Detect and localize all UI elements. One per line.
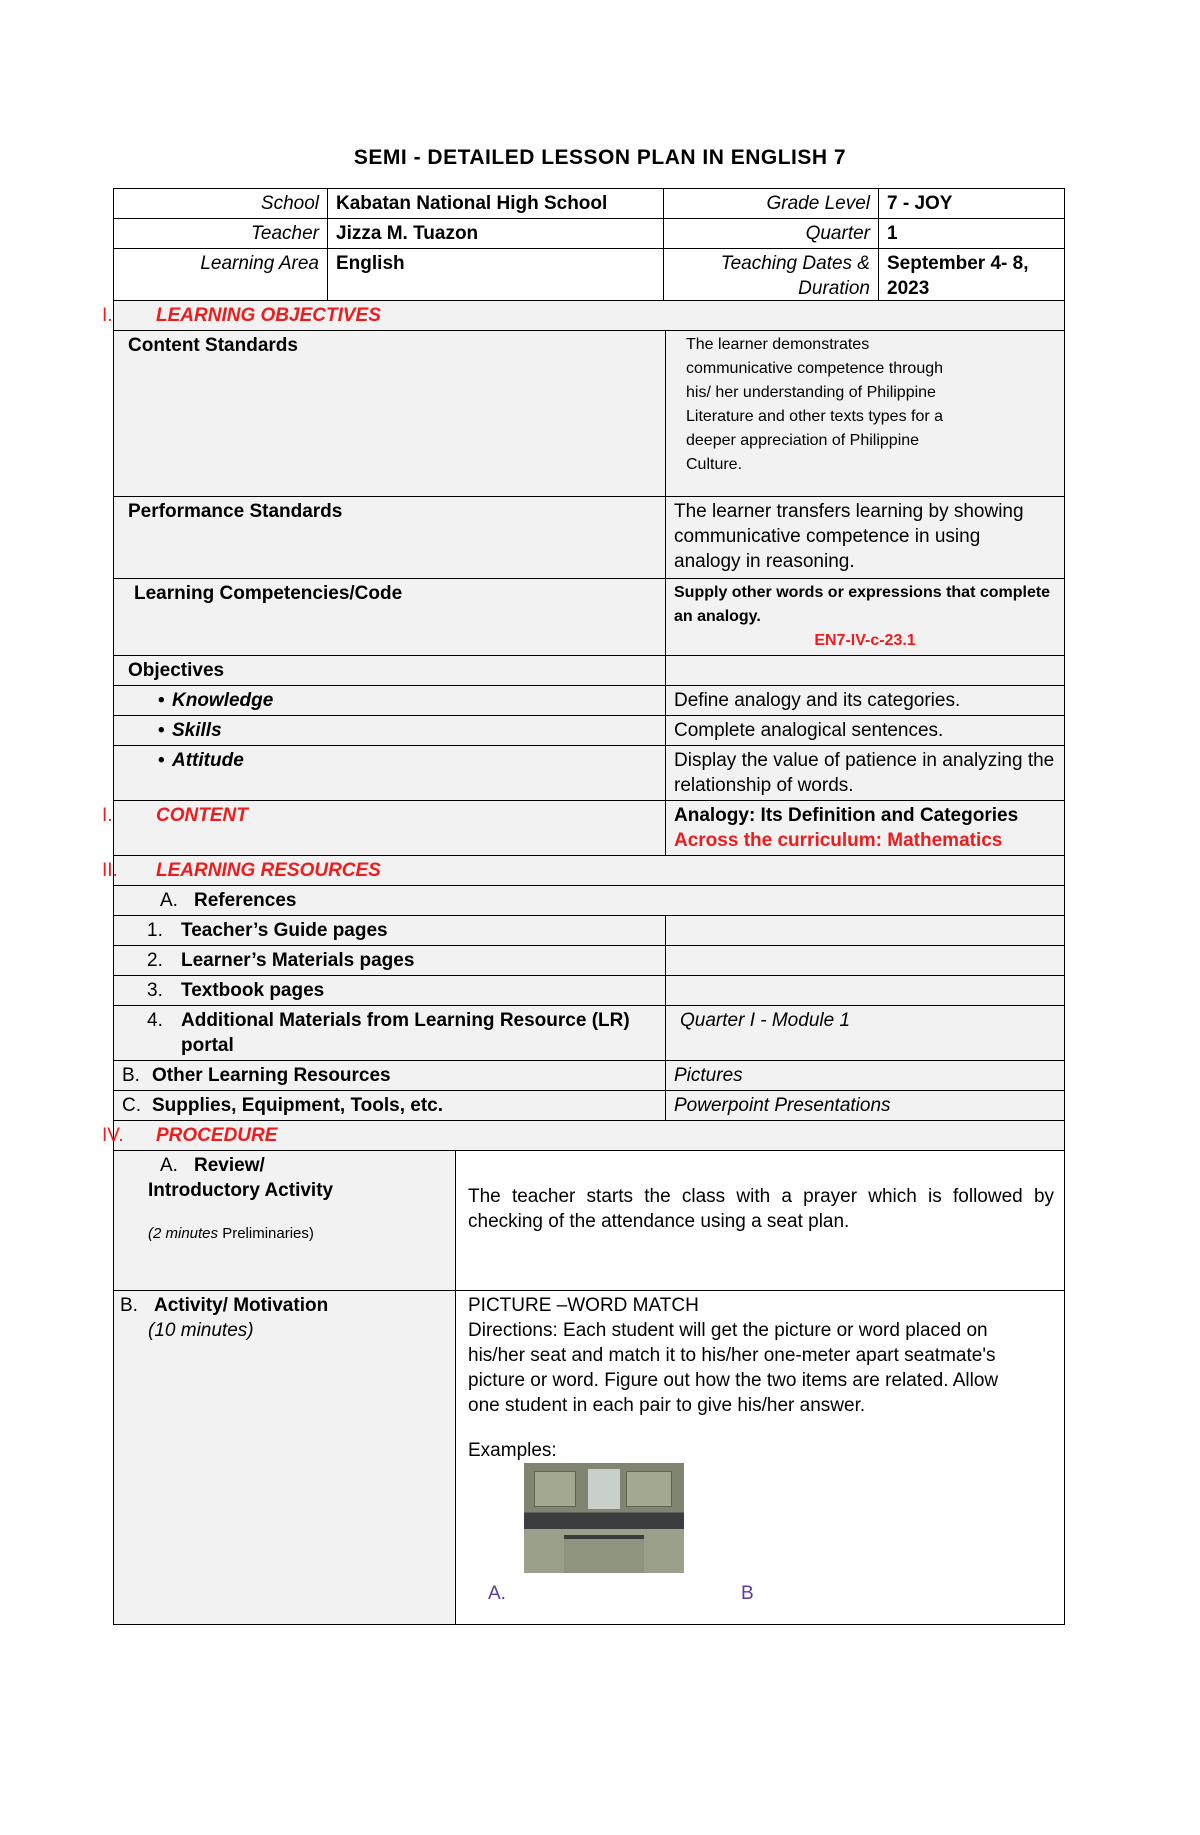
example-b-label: B xyxy=(741,1583,754,1604)
page-title: SEMI - DETAILED LESSON PLAN IN ENGLISH 7 xyxy=(353,146,847,169)
review-time-italic: (2 minutes xyxy=(148,1225,219,1242)
dates-label: Teaching Dates & Duration xyxy=(664,249,879,304)
review-time xyxy=(148,1221,447,1246)
references-row xyxy=(114,886,1065,916)
school-value: Kabatan National High School xyxy=(328,189,664,219)
teacher-value: Jizza M. Tuazon xyxy=(328,219,664,249)
resource-item-num: 3. xyxy=(147,980,163,1001)
resource-item-label: Learner’s Materials pages xyxy=(181,950,415,971)
supplies-value: Powerpoint Presentations xyxy=(666,1091,1065,1121)
references-label: References xyxy=(194,890,297,911)
review-label: Review/ xyxy=(194,1155,265,1176)
resource-item-num: 2. xyxy=(147,950,163,971)
attitude-text: Display the value of patience in analyzing the relationship of words. xyxy=(666,746,1065,801)
grade-value: 7 - JOY xyxy=(879,189,1065,219)
section-heading: PROCEDURE xyxy=(156,1125,278,1146)
section-procedure xyxy=(102,1121,1065,1151)
competency-text: Supply other words or expressions that complete an analogy. xyxy=(674,584,1051,625)
resource-item xyxy=(114,1006,666,1061)
section-number: I. xyxy=(102,805,113,826)
objectives-label: Objectives xyxy=(114,656,666,686)
kitchen-picture xyxy=(524,1463,684,1573)
section-heading: LEARNING OBJECTIVES xyxy=(156,305,381,326)
section-heading: LEARNING RESOURCES xyxy=(156,860,381,881)
content-integration: Across the curriculum: Mathematics xyxy=(674,830,1003,851)
content-cell xyxy=(666,801,1065,856)
review-label-2: Introductory Activity xyxy=(148,1180,334,1201)
knowledge-label: • Knowledge xyxy=(114,686,666,716)
objectives-empty xyxy=(666,656,1065,686)
area-label: Learning Area xyxy=(114,249,328,304)
dates-value: September 4- 8, 2023 xyxy=(879,249,1065,304)
performance-standards-text: The learner transfers learning by showing communicative competence in using analogy in reasoning. xyxy=(666,497,1065,579)
other-resources-letter: B. xyxy=(122,1065,140,1086)
skills-label: • Skills xyxy=(114,716,666,746)
quarter-value: 1 xyxy=(879,219,1065,249)
area-value: English xyxy=(328,249,664,304)
skills-text: Complete analogical sentences. xyxy=(666,716,1065,746)
activity-title: PICTURE –WORD MATCH xyxy=(468,1295,699,1316)
resource-item xyxy=(114,976,666,1006)
resource-item-value xyxy=(666,946,1065,976)
resource-item-num: 4. xyxy=(147,1010,163,1031)
attitude-label: • Attitude xyxy=(114,746,666,801)
resource-item-num: 1. xyxy=(147,920,163,941)
competencies-label: Learning Competencies/Code xyxy=(114,579,666,656)
resource-item-label: Textbook pages xyxy=(181,980,325,1001)
content-standards-text: The learner demonstrates communicative competence through his/ her understanding of Philippine Literature and other texts types for a deeper appreciation of Philippine Culture. xyxy=(666,331,1065,497)
content-standards-label: Content Standards xyxy=(114,331,666,497)
competencies-cell xyxy=(666,579,1065,656)
section-heading: CONTENT xyxy=(156,805,248,826)
school-label: School xyxy=(114,189,328,219)
activity-letter: B. xyxy=(120,1295,138,1316)
review-text: The teacher starts the class with a prayer which is followed by checking of the attendance using a seat plan. xyxy=(456,1151,1065,1291)
resource-item xyxy=(114,916,666,946)
supplies-row xyxy=(114,1091,666,1121)
review-letter: A. xyxy=(160,1155,178,1176)
performance-standards-label: Performance Standards xyxy=(114,497,666,579)
other-resources-row xyxy=(114,1061,666,1091)
resource-item-label: Teacher’s Guide pages xyxy=(181,920,388,941)
references-letter: A. xyxy=(160,890,178,911)
section-objectives xyxy=(102,301,1065,331)
resource-item-value xyxy=(666,976,1065,1006)
quarter-label: Quarter xyxy=(664,219,879,249)
supplies-letter: C. xyxy=(122,1095,141,1116)
activity-label-cell xyxy=(114,1291,456,1625)
knowledge-text: Define analogy and its categories. xyxy=(666,686,1065,716)
resource-item xyxy=(114,946,666,976)
example-a-label: A. xyxy=(488,1583,506,1604)
competency-code: EN7-IV-c-23.1 xyxy=(814,632,916,649)
review-label-cell xyxy=(114,1151,456,1291)
resource-item-label: Additional Materials from Learning Resource (LR) portal xyxy=(181,1010,630,1056)
content-topic: Analogy: Its Definition and Categories xyxy=(674,805,1019,826)
section-number: IV. xyxy=(102,1125,124,1146)
activity-label: Activity/ Motivation xyxy=(154,1295,329,1316)
section-number: I. xyxy=(102,305,113,326)
supplies-label: Supplies, Equipment, Tools, etc. xyxy=(152,1095,444,1116)
review-time-rest: Preliminaries) xyxy=(218,1225,314,1242)
grade-label: Grade Level xyxy=(664,189,879,219)
teacher-label: Teacher xyxy=(114,219,328,249)
examples-row xyxy=(468,1463,1034,1613)
header-table xyxy=(113,188,1065,304)
section-resources xyxy=(102,856,1065,886)
section-number: II. xyxy=(102,860,118,881)
examples-label: Examples: xyxy=(468,1440,557,1461)
resource-item-value xyxy=(666,916,1065,946)
activity-directions: Directions: Each student will get the picture or word placed on his/her seat and match it to his/her one-meter apart seatmate's picture or word. Figure out how the two items are related. Allow one student in each pair to give his/her answer. xyxy=(468,1320,999,1416)
resource-item-value: Quarter I - Module 1 xyxy=(666,1006,1065,1061)
section-content xyxy=(102,801,666,856)
activity-cell xyxy=(456,1291,1065,1625)
activity-time: (10 minutes) xyxy=(148,1320,254,1341)
other-resources-label: Other Learning Resources xyxy=(152,1065,391,1086)
other-resources-value: Pictures xyxy=(666,1061,1065,1091)
lesson-table xyxy=(102,300,1065,1625)
